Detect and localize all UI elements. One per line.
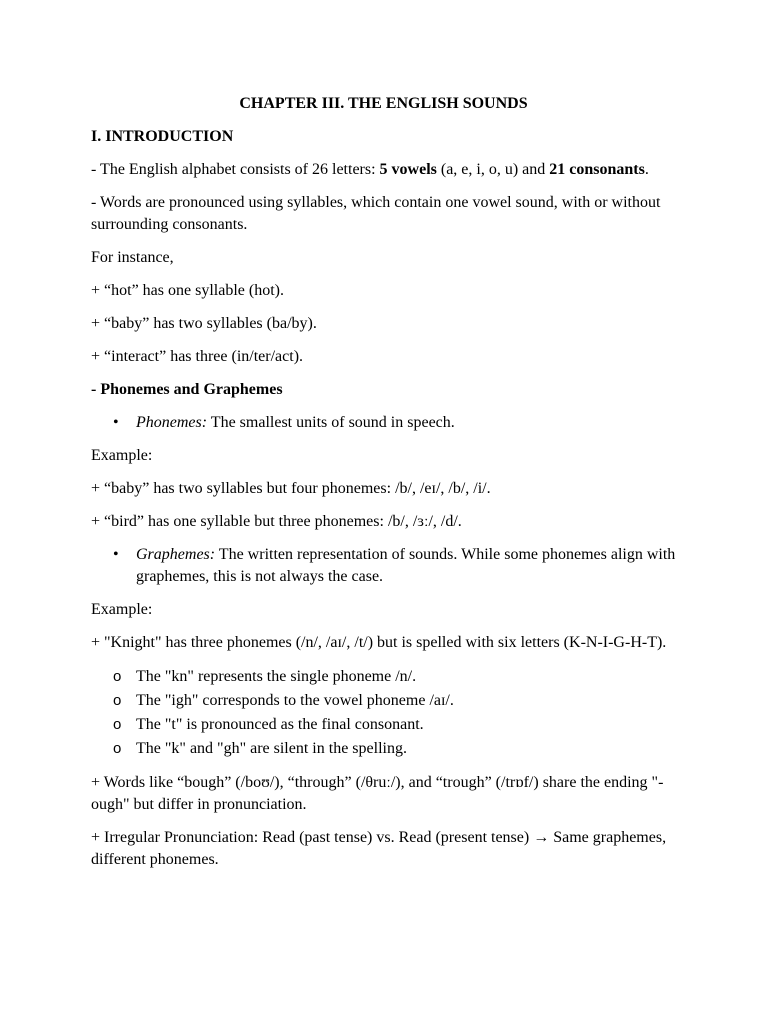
list-item-text: The "kn" represents the single phoneme /n/. xyxy=(136,668,417,685)
list-item xyxy=(91,689,676,713)
phoneme-example: + “bird” has one syllable but three phonemes: /b/, /ɜː/, /d/. xyxy=(91,513,462,530)
list-item xyxy=(91,665,676,689)
knight-detail-list xyxy=(91,665,676,761)
irregular-pronunciation-paragraph: + Irregular Pronunciation: Read (past tense) vs. Read (present tense) → Same graphemes, different phonemes. xyxy=(91,829,667,868)
example-label: Example: xyxy=(91,601,153,618)
list-item-text: The "k" and "gh" are silent in the spelling. xyxy=(136,740,407,757)
graphemes-definition: The written representation of sounds. While some phonemes align with graphemes, this is not always the case. xyxy=(136,546,676,585)
phonemes-bullet-list xyxy=(91,412,676,434)
graphemes-bullet-list xyxy=(91,544,676,588)
list-item-text: The "t" is pronounced as the final consonant. xyxy=(136,716,424,733)
list-item-text: The "igh" corresponds to the vowel phoneme /aɪ/. xyxy=(136,692,454,709)
alphabet-prefix: - The English alphabet consists of 26 letters: xyxy=(91,161,380,178)
vowels-list: (a, e, i, o, u) and xyxy=(436,161,550,178)
phonemes-term: Phonemes: xyxy=(136,414,208,431)
circle-bullet-icon: o xyxy=(113,692,122,709)
vowels-count: 5 vowels xyxy=(379,161,437,178)
consonants-count: 21 consonants xyxy=(549,161,645,178)
alphabet-suffix: . xyxy=(644,161,649,178)
list-item xyxy=(91,737,676,761)
list-item xyxy=(91,713,676,737)
section-heading: I. INTRODUCTION xyxy=(91,128,234,145)
subheading-text: Phonemes and Graphemes xyxy=(100,381,283,398)
circle-bullet-icon: o xyxy=(113,716,122,733)
alphabet-paragraph xyxy=(91,159,676,181)
syllable-example: + “baby” has two syllables (ba/by). xyxy=(91,315,317,332)
for-instance-label: For instance, xyxy=(91,249,174,266)
circle-bullet-icon: o xyxy=(113,668,122,685)
circle-bullet-icon: o xyxy=(113,740,122,757)
subheading-dash: - xyxy=(91,381,101,398)
ough-paragraph: + Words like “bough” (/boʊ/), “through” (/θruː/), and “trough” (/trɒf/) share the ending "-ough" but differ in pronunciation. xyxy=(91,774,664,813)
graphemes-term: Graphemes: xyxy=(136,546,216,563)
syllable-example: + “hot” has one syllable (hot). xyxy=(91,282,284,299)
chapter-title: CHAPTER III. THE ENGLISH SOUNDS xyxy=(239,95,528,112)
example-label: Example: xyxy=(91,447,153,464)
syllable-example: + “interact” has three (in/ter/act). xyxy=(91,348,304,365)
phoneme-example: + “baby” has two syllables but four phonemes: /b/, /eɪ/, /b/, /i/. xyxy=(91,480,491,497)
knight-paragraph: + "Knight" has three phonemes (/n/, /aɪ/, /t/) but is spelled with six letters (K-N-I-G-H-T). xyxy=(91,634,667,651)
graphemes-bullet-item xyxy=(91,544,676,588)
phonemes-graphemes-subheading xyxy=(91,379,676,401)
bullet-icon: • xyxy=(113,414,119,431)
bullet-icon: • xyxy=(113,546,119,563)
syllables-paragraph: - Words are pronounced using syllables, which contain one vowel sound, with or without surrounding consonants. xyxy=(91,194,661,233)
document-body xyxy=(91,93,676,882)
phonemes-definition: The smallest units of sound in speech. xyxy=(207,414,455,431)
phonemes-bullet-item xyxy=(91,412,676,434)
